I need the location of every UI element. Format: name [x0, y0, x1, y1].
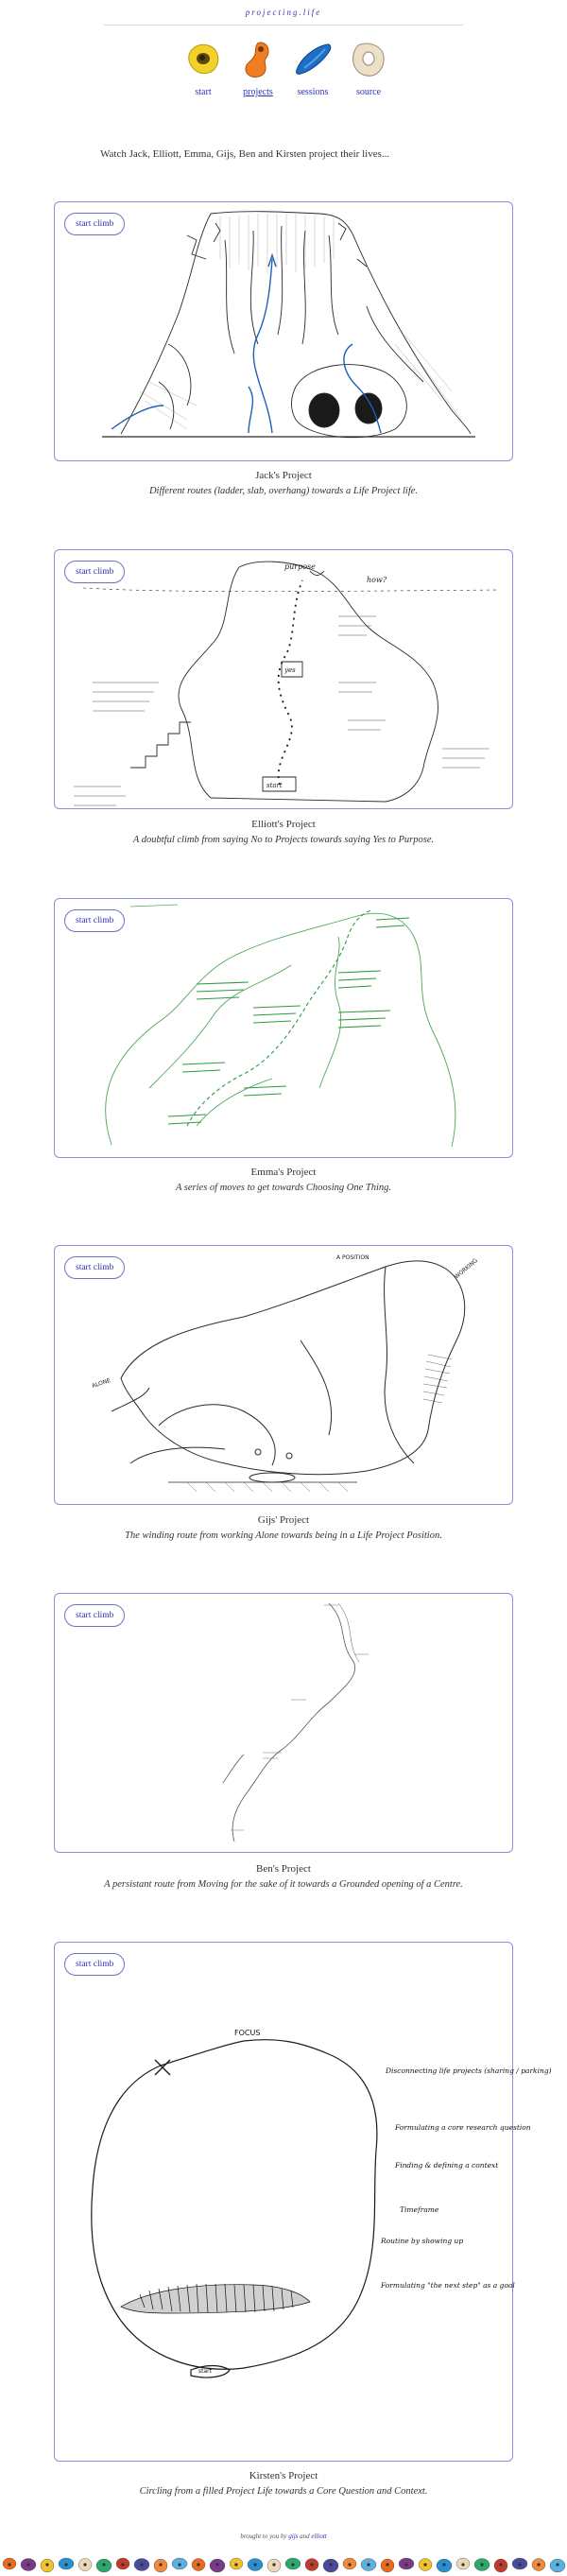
caption-jack	[94, 470, 472, 498]
footer-hold-hole-icon	[329, 2563, 332, 2566]
credit-link-elliott[interactable]: elliott	[311, 2533, 327, 2540]
ben-route-sketch	[55, 1594, 514, 1854]
footer-hold-hole-icon	[556, 2563, 558, 2566]
orange-hold-icon	[238, 40, 278, 79]
caption-gijs	[94, 1514, 472, 1543]
project-description: Different routes (ladder, slab, overhang) towards a Life Project life.	[148, 486, 419, 496]
footer-hold-hole-icon	[518, 2563, 521, 2566]
nav-start-label: start	[195, 87, 212, 97]
elliott-label-start: start	[266, 782, 283, 789]
footer-holds-strip	[0, 2552, 567, 2576]
project-card-ben[interactable]	[54, 1593, 513, 1853]
footer-hold-hole-icon	[215, 2563, 218, 2566]
elliott-label-top: purpose	[284, 562, 316, 571]
caption-ben	[94, 1863, 472, 1892]
footer-hold-hole-icon	[367, 2563, 369, 2566]
kirsten-note: Timeframe	[400, 2205, 439, 2214]
start-climb-button[interactable]: start climb	[64, 1604, 125, 1627]
project-card-gijs[interactable]	[54, 1245, 513, 1505]
kirsten-note: Disconnecting life projects (sharing / parking)	[386, 2066, 552, 2075]
footer-hold-hole-icon	[8, 2563, 10, 2566]
footer-hold-hole-icon	[83, 2563, 86, 2566]
nav-start[interactable]	[175, 40, 232, 97]
kirsten-note: Finding & defining a context	[395, 2161, 499, 2170]
start-climb-button[interactable]: start climb	[64, 1953, 125, 1976]
gijs-route-sketch	[55, 1246, 514, 1506]
project-card-kirsten[interactable]	[54, 1942, 552, 2462]
start-climb-button[interactable]: start climb	[64, 1256, 125, 1279]
project-name: Gijs' Project	[257, 1514, 310, 1526]
footer-hold-hole-icon	[404, 2563, 407, 2566]
credit-link-gijs[interactable]: gijs	[288, 2533, 299, 2540]
nav-source[interactable]	[340, 40, 397, 97]
project-card-jack[interactable]	[54, 201, 513, 461]
footer-hold-hole-icon	[140, 2563, 143, 2566]
footer-hold-hole-icon	[310, 2563, 313, 2566]
project-card-emma[interactable]	[54, 898, 513, 1158]
footer-hold-hole-icon	[272, 2563, 275, 2566]
blue-hold-icon	[293, 40, 333, 79]
nav-projects[interactable]	[230, 40, 286, 97]
kirsten-label-start: start	[198, 2368, 212, 2375]
title-divider	[104, 25, 463, 26]
footer-hold-hole-icon	[461, 2563, 464, 2566]
footer-hold-hole-icon	[348, 2563, 351, 2566]
footer-hold-hole-icon	[537, 2563, 540, 2566]
kirsten-route-sketch	[55, 1943, 552, 2463]
footer-hold-hole-icon	[499, 2563, 502, 2566]
footer-hold-hole-icon	[45, 2563, 48, 2566]
footer-hold-hole-icon	[26, 2563, 29, 2566]
footer-hold-hole-icon	[197, 2563, 199, 2566]
footer-hold-hole-icon	[102, 2563, 105, 2566]
main-nav	[0, 40, 567, 108]
yellow-hold-icon	[183, 40, 223, 79]
elliott-label-box: yes	[284, 666, 296, 674]
project-card-elliott[interactable]	[54, 549, 513, 809]
project-description: A doubtful climb from saying No to Projects towards saying Yes to Purpose.	[132, 835, 435, 845]
footer-hold-hole-icon	[386, 2563, 388, 2566]
emma-route-sketch	[55, 899, 514, 1159]
beige-hold-icon	[349, 40, 388, 79]
project-name: Emma's Project	[250, 1167, 317, 1178]
start-climb-button[interactable]: start climb	[64, 561, 125, 583]
nav-sessions-label: sessions	[297, 87, 329, 97]
footer-hold-hole-icon	[480, 2563, 483, 2566]
footer-hold-hole-icon	[442, 2563, 445, 2566]
footer-hold-hole-icon	[291, 2563, 294, 2566]
footer-hold-hole-icon	[234, 2563, 237, 2566]
project-description: The winding route from working Alone towards being in a Life Project Position.	[125, 1530, 442, 1541]
kirsten-note: Formulating a core research question	[395, 2123, 531, 2132]
nav-projects-label: projects	[243, 87, 273, 97]
project-description: A persistant route from Moving for the sake of it towards a Grounded opening of a Centre.	[104, 1879, 463, 1890]
footer-hold-hole-icon	[64, 2563, 67, 2566]
project-description: A series of moves to get towards Choosing One Thing.	[175, 1183, 392, 1193]
gijs-label-left: ALONE	[91, 1376, 112, 1390]
credit-line	[0, 2533, 567, 2540]
footer-hold-hole-icon	[121, 2563, 124, 2566]
elliott-label-mid: how?	[367, 576, 387, 584]
nav-source-label: source	[355, 87, 382, 97]
site-title[interactable]: projecting.life	[245, 8, 322, 17]
project-name: Elliott's Project	[251, 819, 316, 830]
footer-hold-hole-icon	[423, 2563, 426, 2566]
jack-route-sketch	[55, 202, 514, 462]
gijs-label-peak: A POSITION	[336, 1254, 369, 1261]
caption-emma	[94, 1167, 472, 1195]
nav-sessions[interactable]	[284, 40, 341, 97]
footer-hold-hole-icon	[159, 2563, 162, 2566]
project-description: Circling from a filled Project Life towards a Core Question and Context.	[139, 2486, 428, 2497]
project-name: Jack's Project	[255, 470, 312, 481]
start-climb-button[interactable]: start climb	[64, 909, 125, 932]
kirsten-note: Routine by showing up	[381, 2237, 464, 2245]
gijs-label-right: WORKING	[453, 1257, 480, 1281]
credit-and: and	[300, 2533, 310, 2540]
elliott-route-sketch	[55, 550, 514, 810]
caption-elliott	[94, 819, 472, 847]
footer-hold-hole-icon	[178, 2563, 180, 2566]
kirsten-note: Formulating "the next step" as a goal	[381, 2281, 515, 2290]
caption-kirsten	[94, 2470, 472, 2498]
footer-hold-hole-icon	[253, 2563, 256, 2566]
project-name: Kirsten's Project	[249, 2470, 318, 2481]
kirsten-label-focus: FOCUS	[234, 2029, 261, 2037]
credit-prefix: brought to you by	[240, 2533, 287, 2540]
start-climb-button[interactable]: start climb	[64, 213, 125, 235]
project-name: Ben's Project	[256, 1863, 311, 1875]
intro-text: Watch Jack, Elliott, Emma, Gijs, Ben and Kirsten project their lives...	[100, 148, 390, 160]
